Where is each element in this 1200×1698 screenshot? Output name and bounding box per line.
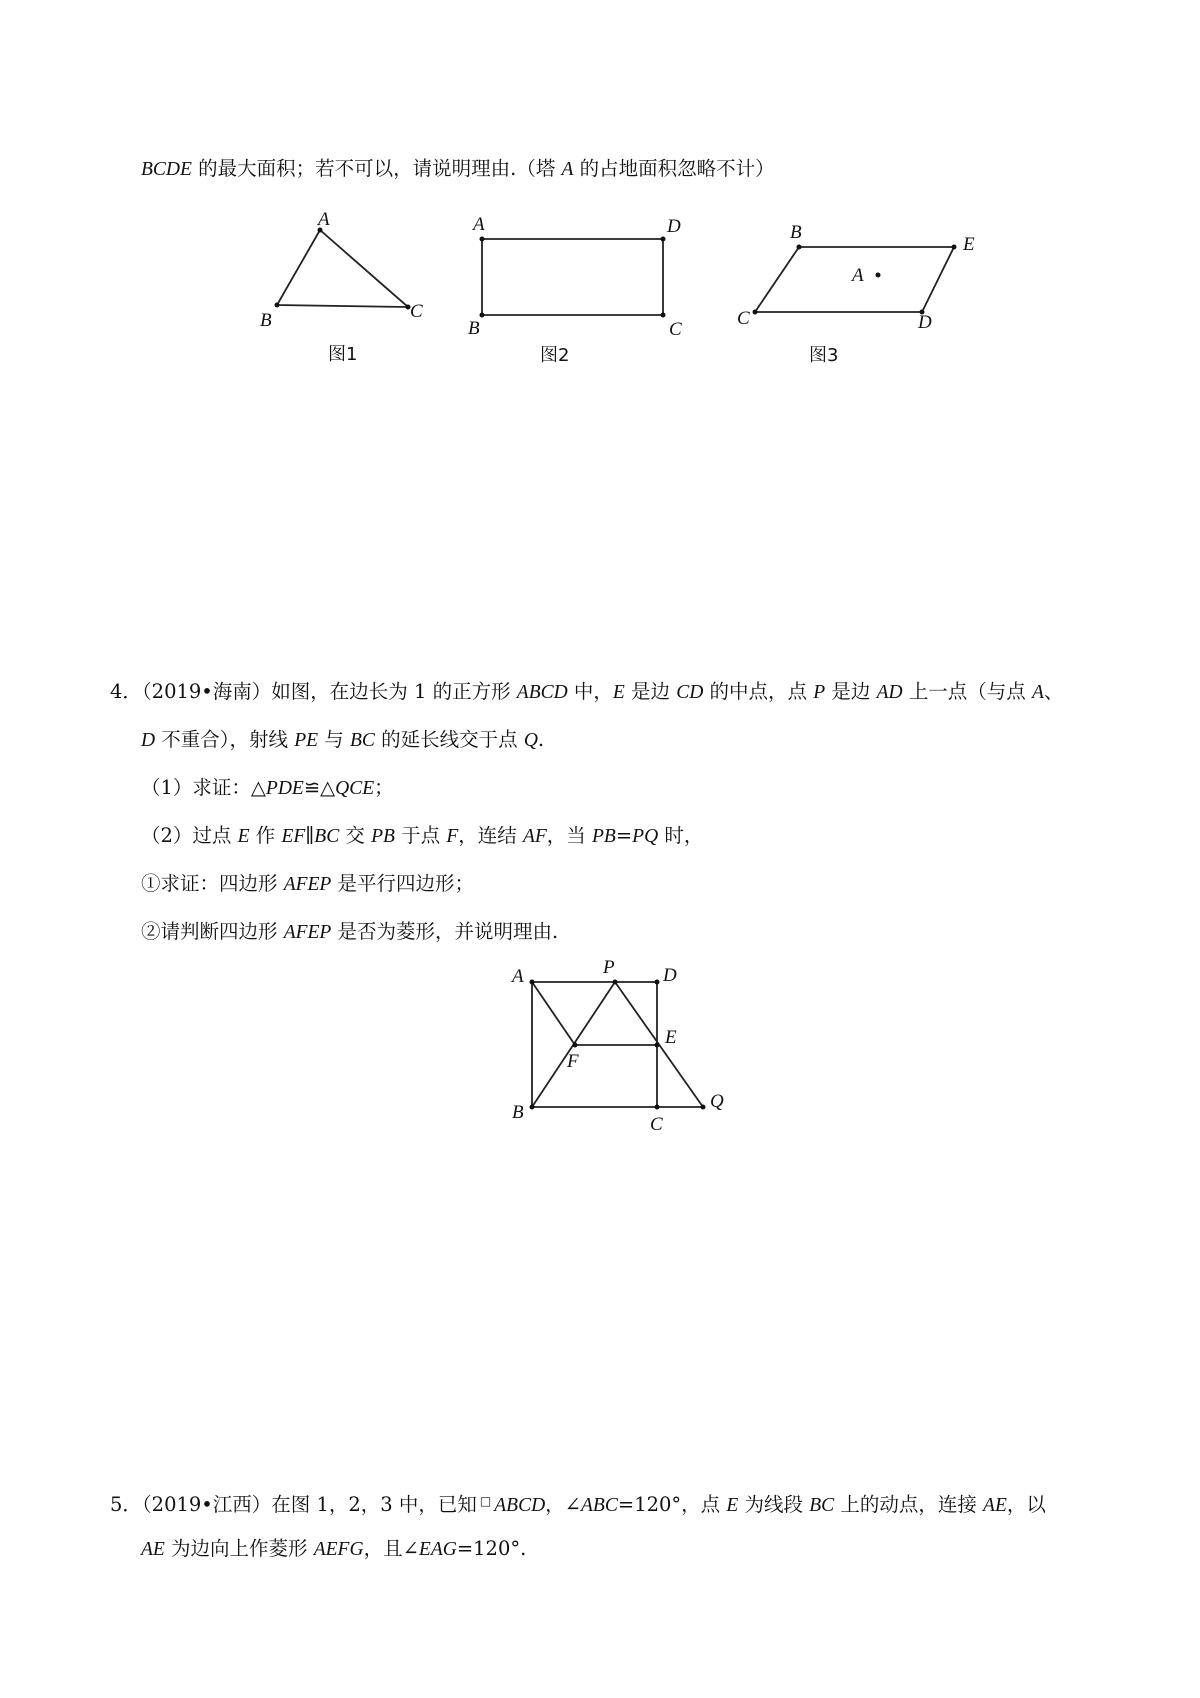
text-run: . (537, 728, 545, 751)
math-var: BC (809, 1495, 835, 1516)
text-run: ，当 (546, 824, 592, 847)
math-var: QCE (335, 778, 375, 799)
text-run: 的中点，点 (703, 680, 814, 703)
text-run: 是边 (624, 680, 677, 703)
math-var: PB (371, 826, 395, 847)
text-run: ②请判断四边形 (141, 920, 284, 943)
math-var: P (813, 682, 826, 703)
text-run: 4．（2019•海南）如图，在边长为 1 的正方形 (110, 680, 517, 703)
point-p (613, 980, 618, 985)
math-var: E (726, 1495, 739, 1516)
label-b: B (512, 1102, 524, 1123)
triangle-abc (277, 230, 408, 307)
figure-1-triangle (250, 205, 440, 375)
text-run: ； (374, 776, 394, 799)
point-c (661, 313, 666, 318)
point-e (655, 1043, 660, 1048)
q4-text-line-3 (141, 776, 394, 801)
text-run: ，连结 (458, 824, 523, 847)
math-var: AE (983, 1495, 1007, 1516)
label-c: C (737, 308, 750, 329)
math-var: A (1031, 682, 1044, 703)
math-var: ABCD (516, 682, 568, 703)
math-var: ABCD (494, 1495, 546, 1516)
point-b (797, 245, 802, 250)
q4-text-line-1 (110, 680, 1063, 705)
parallelogram-symbol: □ (479, 1494, 492, 1508)
q3-text-line (141, 157, 775, 182)
math-var: AD (876, 682, 903, 703)
text-run: ≌△ (303, 776, 336, 799)
text-run: ，∠ (545, 1493, 582, 1516)
caption-fig-2: 图2 (540, 345, 570, 366)
point-a (876, 273, 881, 278)
math-var: D (141, 730, 156, 751)
text-run: 作 (249, 824, 282, 847)
label-c: C (650, 1114, 663, 1135)
text-run: 中， (567, 680, 613, 703)
q4-text-line-6 (141, 920, 558, 945)
math-var: E (237, 826, 250, 847)
figure-2-rectangle (462, 210, 692, 375)
text-run: ∥ (305, 824, 315, 847)
math-var: PB (592, 826, 616, 847)
text-run: 上一点（与点 (902, 680, 1032, 703)
point-a (530, 980, 535, 985)
text-run: 为边向上作菱形 (164, 1537, 314, 1560)
text-run: =120°. (456, 1537, 527, 1560)
label-b: B (468, 318, 480, 339)
caption-fig-1: 图1 (328, 344, 358, 365)
math-var: PQ (632, 826, 659, 847)
label-a: A (852, 265, 864, 286)
text-run: （2）过点 (141, 824, 238, 847)
text-run: 上的动点，连接 (834, 1493, 984, 1516)
text-run: 时， (658, 824, 704, 847)
caption-fig-3: 图3 (809, 345, 839, 366)
point-b (275, 303, 280, 308)
text-run: ，以 (1006, 1493, 1046, 1516)
math-var: Q (523, 730, 538, 751)
math-var: CD (676, 682, 704, 703)
label-a: A (318, 209, 330, 230)
label-a: A (473, 214, 485, 235)
label-b: B (790, 222, 802, 243)
math-var: BC (349, 730, 375, 751)
label-p: P (603, 957, 615, 978)
label-d: D (667, 216, 681, 237)
q4-text-line-4 (141, 824, 703, 849)
math-var: EF (281, 826, 306, 847)
label-d: D (918, 312, 932, 333)
math-var: AFEP (283, 922, 332, 943)
text-run: = (615, 824, 633, 847)
segment-af (532, 982, 575, 1045)
text-run: 交 (339, 824, 372, 847)
label-f: F (567, 1051, 579, 1072)
text-run: 的延长线交于点 (374, 728, 524, 751)
math-var: AEFG (313, 1539, 364, 1560)
text-run: 与 (318, 728, 350, 751)
label-q: Q (710, 1091, 724, 1112)
text-run: 于点 (394, 824, 447, 847)
q5-text-line-1 (110, 1489, 1046, 1518)
point-b (530, 1105, 535, 1110)
math-var: PDE (265, 778, 304, 799)
math-var: EAG (418, 1539, 457, 1560)
label-d: D (663, 965, 677, 986)
math-var: AE (141, 1539, 165, 1560)
text-run: （1）求证：△ (141, 776, 266, 799)
text-run: 5．（2019•江西）在图 1，2，3 中，已知 (110, 1493, 477, 1516)
text-run: 是否为菱形，并说明理由. (331, 920, 559, 943)
point-a (480, 237, 485, 242)
label-b: B (260, 310, 272, 331)
label-c: C (669, 319, 682, 340)
figure-3-parallelogram (735, 218, 995, 373)
math-var: PE (294, 730, 319, 751)
point-e (952, 245, 957, 250)
point-f (573, 1043, 578, 1048)
point-d (661, 237, 666, 242)
q4-text-line-2 (141, 728, 544, 753)
label-e: E (665, 1027, 677, 1048)
point-c (753, 310, 758, 315)
label-e: E (963, 234, 975, 255)
text-run: ，且∠ (363, 1537, 419, 1560)
text-run: 是平行四边形； (331, 872, 475, 895)
math-var: A (561, 159, 574, 180)
math-var: AFEP (283, 874, 332, 895)
figure-q4-square (505, 955, 745, 1150)
math-var: BC (314, 826, 340, 847)
point-q (701, 1105, 706, 1110)
q5-text-line-2 (141, 1537, 526, 1562)
label-a: A (512, 966, 524, 987)
math-var: F (446, 826, 459, 847)
math-var: BCDE (141, 159, 192, 180)
point-d (655, 980, 660, 985)
q4-text-line-5 (141, 872, 474, 897)
text-run: =120°，点 (617, 1493, 727, 1516)
text-run: 为线段 (738, 1493, 810, 1516)
text-run: 的占地面积忽略不计） (573, 157, 775, 180)
text-run: 、 (1043, 680, 1064, 703)
text-run: ①求证：四边形 (141, 872, 284, 895)
text-run: 是边 (825, 680, 877, 703)
text-run: 不重合），射线 (155, 728, 295, 751)
math-var: E (612, 682, 625, 703)
math-var: AF (522, 826, 547, 847)
label-c: C (410, 301, 423, 322)
math-var: ABC (581, 1495, 618, 1516)
text-run: 的最大面积；若不可以，请说明理由.（塔 (191, 157, 562, 180)
point-c (655, 1105, 660, 1110)
point-b (480, 313, 485, 318)
rectangle-abcd (482, 239, 663, 315)
